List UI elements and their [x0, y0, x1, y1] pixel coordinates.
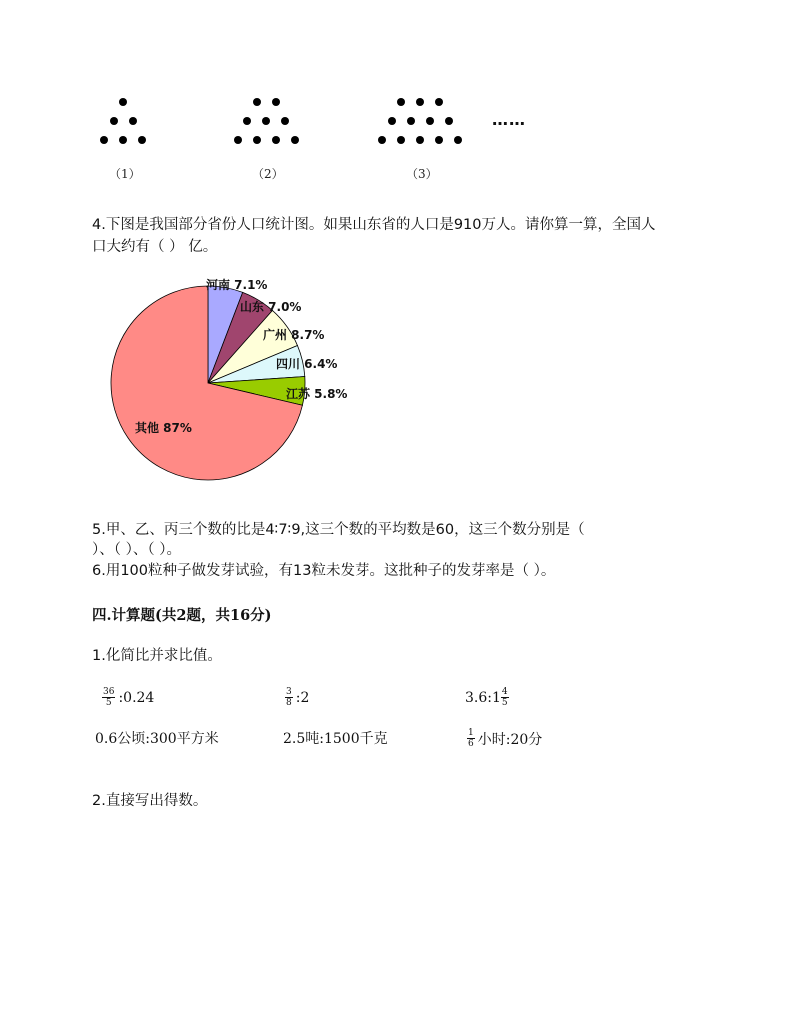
dot	[272, 136, 280, 144]
calc-2-title: 2.直接写出得数。	[92, 793, 208, 809]
dot	[234, 136, 242, 144]
calc-item	[465, 687, 512, 708]
dot	[435, 136, 443, 144]
calc-item	[95, 728, 219, 748]
dot	[397, 136, 405, 144]
dot	[426, 117, 434, 125]
dot	[281, 117, 289, 125]
calc-text: 2.5吨:1500千克	[283, 731, 388, 747]
calc-text: 3.6:1	[465, 689, 501, 706]
pie-label-4: 江苏 5.8%	[286, 387, 348, 401]
dot-figure-label: （3）	[406, 167, 438, 181]
q4-line2: 口大约有（ ） 亿。	[92, 239, 218, 255]
calc-text: 小时:20分	[477, 731, 543, 748]
dot-pattern-ellipsis: ……	[492, 110, 526, 129]
calc-text: :2	[295, 689, 310, 706]
dot	[253, 98, 261, 106]
dot-figure-label: （1）	[109, 167, 141, 181]
calc-1-title: 1.化简比并求比值。	[92, 648, 222, 664]
fraction: $\frac{36}{5}$	[103, 687, 115, 708]
dot	[388, 117, 396, 125]
fraction: $\frac{4}{5}$	[501, 687, 508, 708]
calc-text: 0.6公顷:300平方米	[95, 731, 219, 747]
calc-text: :0.24	[118, 689, 155, 706]
pie-label-0: 河南 7.1%	[206, 278, 268, 292]
dot	[129, 117, 137, 125]
dot	[253, 136, 261, 144]
fraction: $\frac{3}{8}$	[286, 687, 292, 708]
pie-label-2: 广州 8.7%	[263, 328, 325, 342]
calc-item	[102, 687, 154, 708]
dot	[378, 136, 386, 144]
fraction: $\frac{1}{6}$	[468, 728, 474, 749]
calc-item	[467, 728, 542, 749]
dot	[397, 98, 405, 106]
dot	[138, 136, 146, 144]
dot	[110, 117, 118, 125]
dot-figure-label: （2）	[252, 167, 284, 181]
pie-label-3: 四川 6.4%	[276, 357, 338, 371]
q6-text: 6.用100粒种子做发芽试验，有13粒未发芽。这批种子的发芽率是（ ）。	[92, 563, 556, 579]
q5-line1: 5.甲、乙、丙三个数的比是4∶7∶9,这三个数的平均数是60，这三个数分别是（	[92, 522, 585, 538]
calc-item	[285, 687, 309, 708]
dot	[262, 117, 270, 125]
dot	[272, 98, 280, 106]
calc-item	[283, 728, 388, 748]
dot	[291, 136, 299, 144]
dot	[416, 136, 424, 144]
dot	[243, 117, 251, 125]
dot	[454, 136, 462, 144]
q5-line2: ）、（ ）、（ ）。	[92, 542, 181, 558]
q4-line1: 4.下图是我国部分省份人口统计图。如果山东省的人口是910万人。请你算一算，全国人	[92, 217, 656, 233]
population-pie-chart	[100, 270, 400, 500]
dot	[435, 98, 443, 106]
dot	[119, 136, 127, 144]
dot	[100, 136, 108, 144]
dot	[445, 117, 453, 125]
pie-label-5: 其他 87%	[135, 421, 192, 435]
dot	[119, 98, 127, 106]
dot	[416, 98, 424, 106]
dot	[407, 117, 415, 125]
pie-label-1: 山东 7.0%	[240, 300, 302, 314]
section-4-title: 四.计算题(共2题，共16分)	[92, 607, 272, 624]
